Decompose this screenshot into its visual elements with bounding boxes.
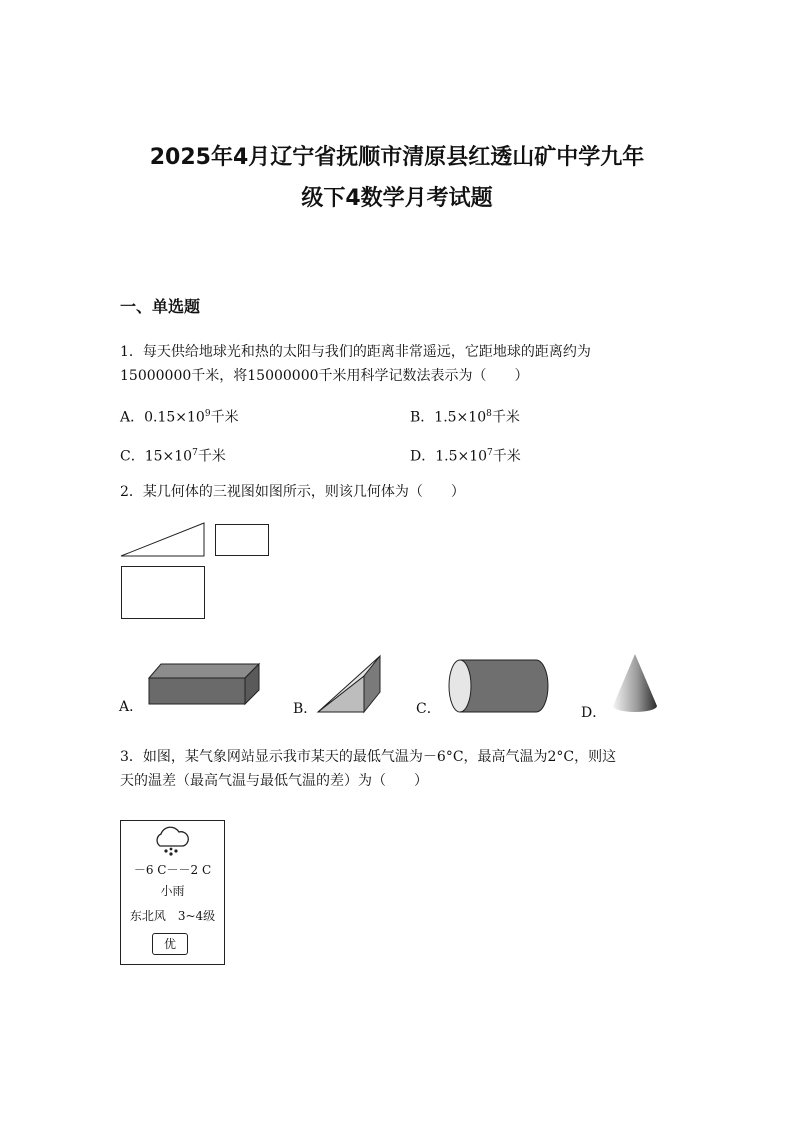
side-view-rectangle xyxy=(216,525,269,556)
q2-option-b-label[interactable]: B． xyxy=(293,701,318,717)
document-title-line1: 2025年4月辽宁省抚顺市清原县红透山矿中学九年 xyxy=(149,145,645,170)
q3-text-line1: 3．如图，某气象网站显示我市某天的最低气温为－6°C，最高气温为2°C，则这 xyxy=(120,749,617,765)
q1-option-d[interactable] xyxy=(410,443,521,467)
q1-option-b[interactable] xyxy=(410,404,520,428)
weather-card xyxy=(120,820,225,965)
option-unit: 千米 xyxy=(491,409,520,426)
prism-shape[interactable] xyxy=(316,654,386,716)
weather-condition: 小雨 xyxy=(160,884,185,898)
option-label: C． xyxy=(120,448,145,465)
q1-option-a[interactable] xyxy=(120,404,239,428)
option-label: B． xyxy=(410,409,435,426)
front-view-triangle xyxy=(121,523,204,556)
wind-info: 东北风 3~4级 xyxy=(129,909,216,923)
document-title-line2: 级下4数学月考试题 xyxy=(301,186,493,211)
q1-text-line2: 15000000千米，将15000000千米用科学记数法表示为（ ） xyxy=(120,368,529,384)
air-quality-badge: 优 xyxy=(152,933,188,955)
section-heading: 一、单选题 xyxy=(120,297,201,316)
option-unit: 千米 xyxy=(210,409,239,426)
option-base: 0.15×10 xyxy=(144,409,205,426)
option-label: D． xyxy=(410,448,436,465)
cuboid-shape[interactable] xyxy=(145,658,265,708)
option-exponent: 7 xyxy=(192,448,198,458)
option-unit: 千米 xyxy=(492,448,521,465)
q2-text: 2．某几何体的三视图如图所示，则该几何体为（ ） xyxy=(120,484,465,500)
option-unit: 千米 xyxy=(197,448,226,465)
option-base: 1.5×10 xyxy=(435,448,488,465)
q2-option-d-label[interactable]: D． xyxy=(581,705,607,721)
option-exponent: 9 xyxy=(204,409,211,419)
q1-option-c[interactable] xyxy=(120,443,226,467)
option-base: 1.5×10 xyxy=(434,409,487,426)
temperature-range: －6 C－－2 C xyxy=(133,863,212,877)
option-label: A． xyxy=(120,409,145,426)
option-base: 15×10 xyxy=(144,448,193,465)
cloud-rain-icon xyxy=(150,825,192,859)
cylinder-shape[interactable] xyxy=(446,657,552,715)
option-exponent: 8 xyxy=(486,409,492,419)
q3-text-line2: 天的温差（最高气温与最低气温的差）为（ ） xyxy=(120,773,428,789)
q1-text-line1: 1．每天供给地球光和热的太阳与我们的距离非常遥远，它距地球的距离约为 xyxy=(120,344,591,360)
q2-option-a-label[interactable]: A． xyxy=(119,699,144,715)
q2-option-c-label[interactable]: C． xyxy=(416,701,441,717)
top-view-rectangle xyxy=(122,567,205,619)
cone-shape[interactable] xyxy=(610,652,660,716)
option-exponent: 7 xyxy=(487,448,493,458)
three-view-figure xyxy=(118,520,278,624)
